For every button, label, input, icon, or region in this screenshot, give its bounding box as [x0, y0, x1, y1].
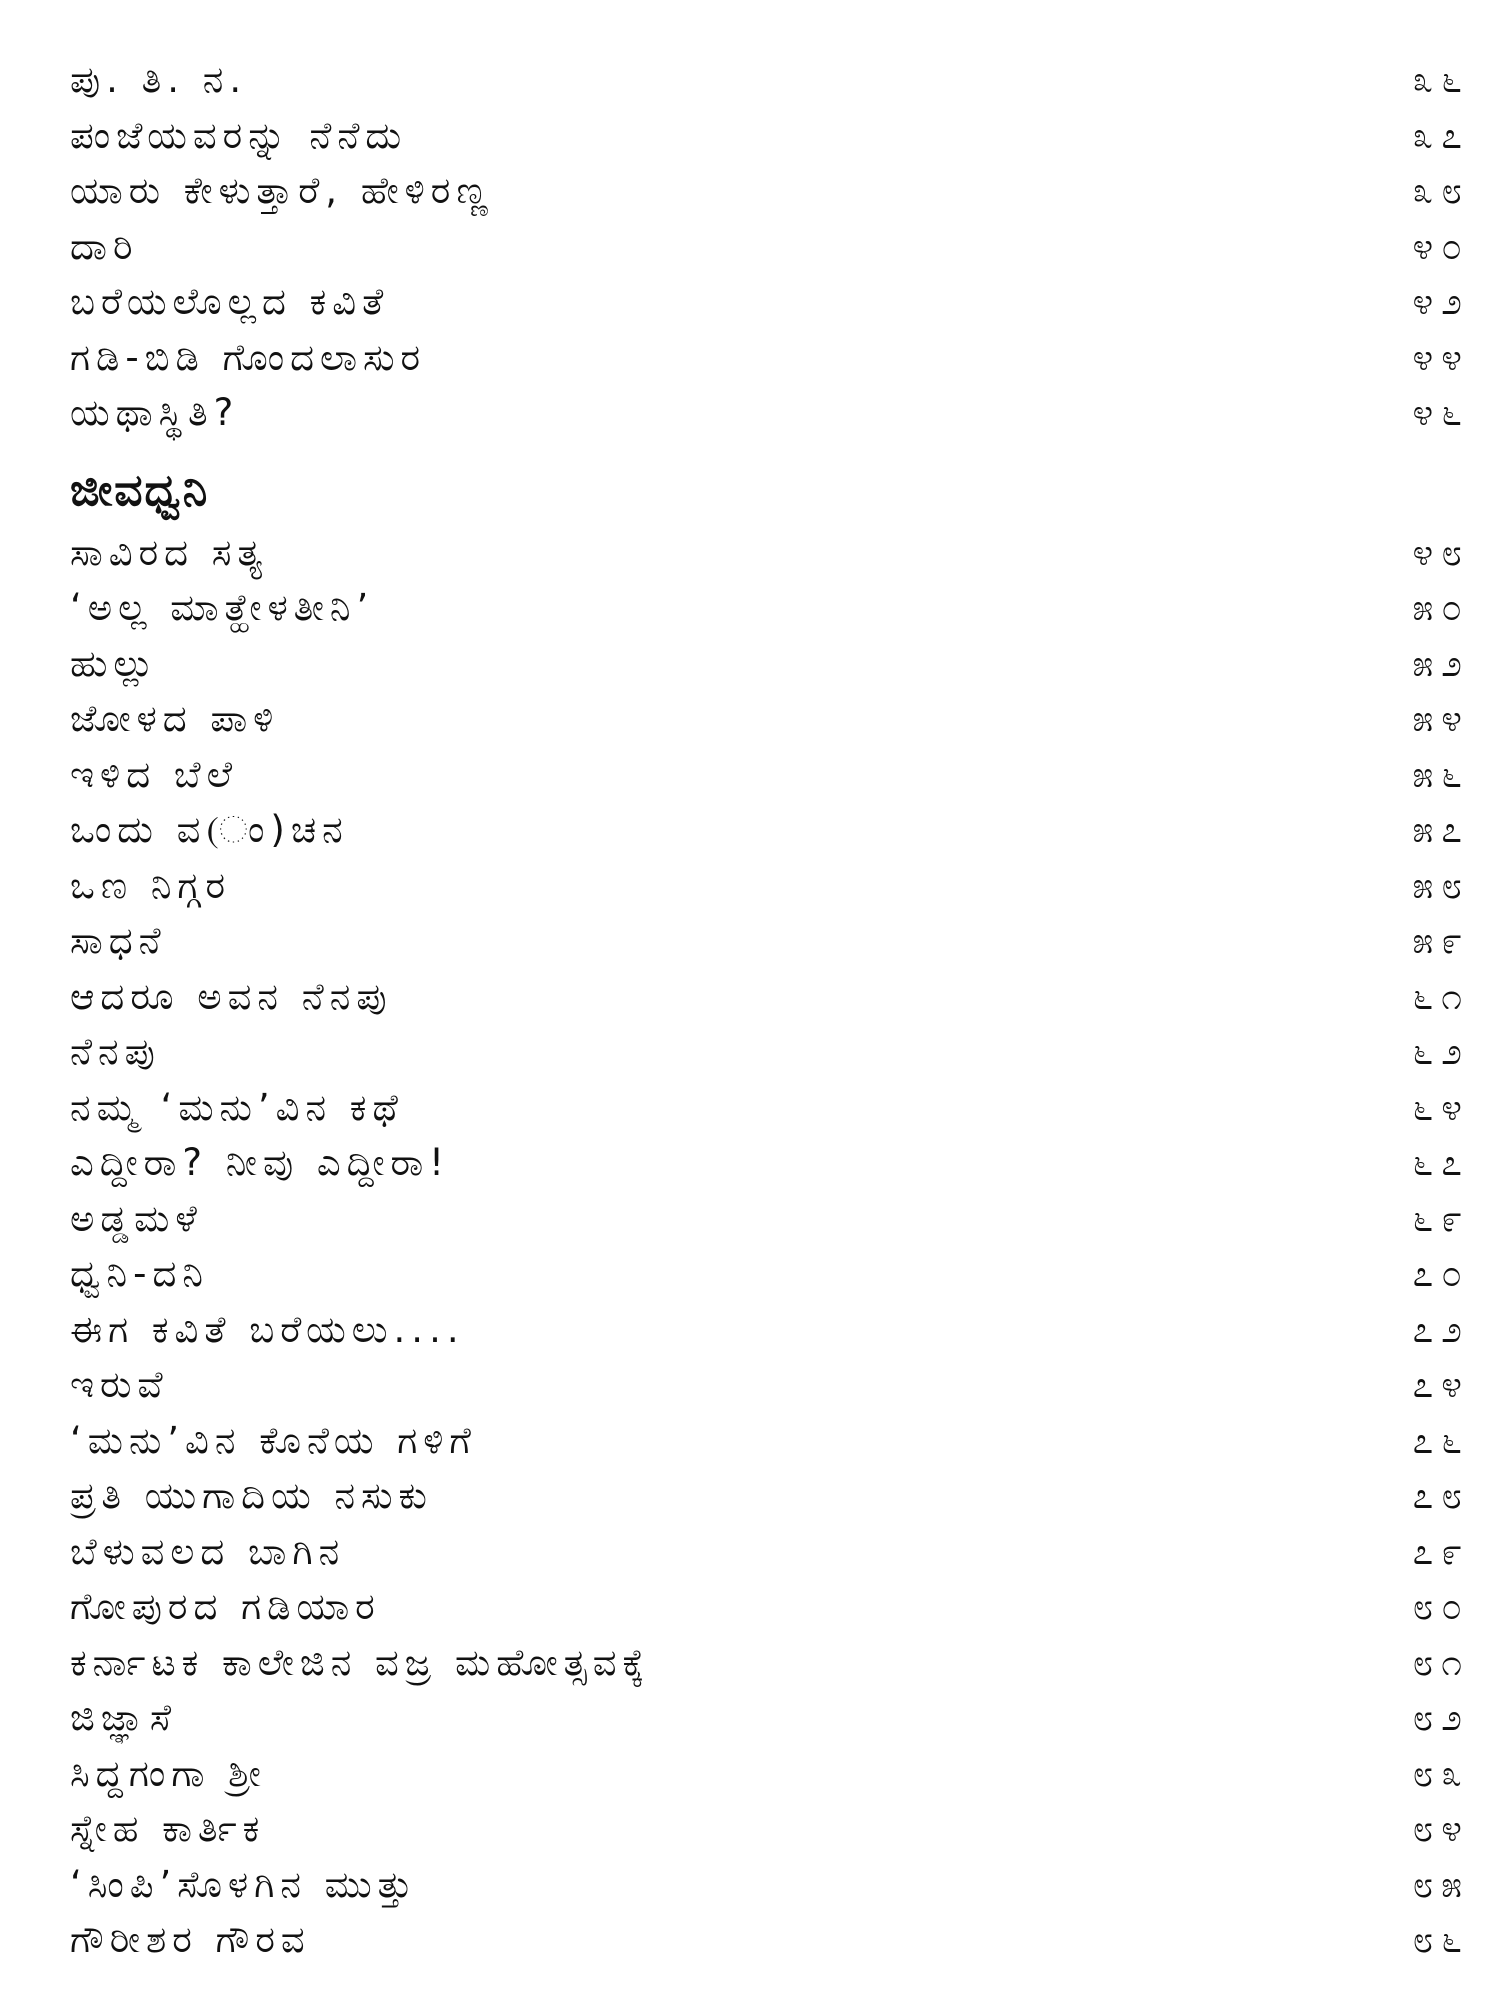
toc-entry	[70, 1246, 1470, 1302]
toc-entry-title: ಇಳಿದ ಬೆಲೆ	[70, 752, 239, 796]
toc-entry-page: ೮೫	[1412, 1862, 1470, 1906]
toc-entry-page: ೪೪	[1412, 335, 1470, 379]
toc-entry-page: ೪೮	[1412, 530, 1470, 574]
toc-entry-title: ನಮ್ಮ ‘ಮನು’ವಿನ ಕಥೆ	[70, 1085, 404, 1129]
toc-entry	[70, 802, 1470, 858]
toc-entry	[70, 1357, 1470, 1413]
toc-entry-title: ಹುಲ್ಲು	[70, 641, 160, 685]
toc-entry	[70, 691, 1470, 747]
toc-entry	[70, 1746, 1470, 1802]
toc-entry-page: ೩೭	[1412, 113, 1470, 157]
toc-entry	[70, 1135, 1470, 1191]
toc-entry	[70, 636, 1470, 692]
toc-entry-title: ಪು. ತಿ. ನ.	[70, 58, 248, 101]
toc-entry	[70, 1302, 1470, 1358]
toc-entry	[70, 1579, 1470, 1635]
toc-entry	[70, 1524, 1470, 1580]
toc-entry-page: ೭೦	[1412, 1252, 1470, 1295]
toc-entry-title: ಇರುವೆ	[70, 1363, 169, 1406]
toc-entry-title: ಒಣ ನಿಗ್ಗರ	[70, 863, 232, 907]
toc-entry-page: ೩೮	[1412, 169, 1470, 212]
toc-entry-title: ಒಂದು ವ(ಂ)ಚನ	[70, 808, 349, 851]
toc-entry	[70, 163, 1470, 219]
toc-entry-title: ‘ಸಿಂಪಿ’ಸೊಳಗಿನ ಮುತ್ತು	[70, 1862, 419, 1906]
toc-entry	[70, 1690, 1470, 1746]
toc-entry	[70, 108, 1470, 164]
toc-entry-title: ಪಂಜೆಯವರನ್ನು ನೆನೆದು	[70, 113, 408, 157]
toc-entry-page: ೫೪	[1412, 697, 1470, 740]
toc-entry-title: ಪ್ರತಿ ಯುಗಾದಿಯ ನಸುಕು	[70, 1474, 433, 1517]
toc-entry-page: ೭೪	[1412, 1363, 1470, 1406]
toc-entry	[70, 969, 1470, 1025]
toc-entry-page: ೪೬	[1412, 391, 1470, 434]
toc-entry	[70, 52, 1470, 108]
toc-entry	[70, 330, 1470, 386]
toc-entry-title: ಸಾಧನೆ	[70, 919, 167, 962]
toc-entry-title: ‘ಮನು’ವಿನ ಕೊನೆಯ ಗಳಿಗೆ	[70, 1418, 477, 1462]
table-of-contents	[70, 52, 1470, 1968]
toc-part-2	[70, 525, 1470, 1968]
toc-entry-page: ೭೮	[1412, 1474, 1470, 1517]
toc-entry	[70, 1191, 1470, 1247]
toc-entry-title: ಯಥಾಸ್ಥಿತಿ?	[70, 391, 240, 434]
toc-entry-page: ೮೬	[1412, 1918, 1470, 1961]
toc-entry-title: ಕರ್ನಾಟಕ ಕಾಲೇಜಿನ ವಜ್ರ ಮಹೋತ್ಸವಕ್ಕೆ	[70, 1640, 651, 1684]
toc-entry-page: ೪೦	[1412, 224, 1470, 268]
toc-entry-title: ಅಡ್ಡಮಳೆ	[70, 1196, 203, 1240]
toc-entry-page: ೩೬	[1412, 58, 1470, 101]
toc-entry-page: ೬೧	[1412, 974, 1470, 1018]
toc-entry-page: ೭೬	[1412, 1418, 1470, 1462]
toc-entry-title: ದಾರಿ	[70, 224, 139, 268]
toc-entry	[70, 747, 1470, 803]
toc-entry-title: ನೆನಪು	[70, 1030, 161, 1073]
toc-entry-page: ೮೨	[1412, 1696, 1470, 1739]
toc-entry-page: ೫೬	[1412, 752, 1470, 796]
section-heading: ಜೀವಧ್ವನಿ	[70, 464, 210, 516]
toc-entry	[70, 274, 1470, 330]
toc-entry	[70, 219, 1470, 275]
toc-entry-page: ೫೯	[1412, 919, 1470, 962]
toc-entry-page: ೫೦	[1412, 586, 1470, 629]
toc-entry-page: ೭೨	[1412, 1307, 1470, 1351]
toc-entry-title: ಬರೆಯಲೊಲ್ಲದ ಕವಿತೆ	[70, 280, 390, 323]
toc-entry-title: ಸಿದ್ದಗಂಗಾ ಶ್ರೀ	[70, 1751, 267, 1795]
toc-entry	[70, 580, 1470, 636]
toc-entry-title: ‘ಅಲ್ಲ ಮಾತ್ಹೇಳತೀನಿ’	[70, 586, 375, 629]
toc-entry-page: ೫೨	[1412, 641, 1470, 685]
toc-entry-title: ಎದ್ದೀರಾ? ನೀವು ಎದ್ದೀರಾ!	[70, 1141, 451, 1184]
toc-entry-page: ೬೯	[1412, 1196, 1470, 1240]
toc-entry-title: ಆದರೂ ಅವನ ನೆನಪು	[70, 974, 393, 1018]
toc-entry	[70, 858, 1470, 914]
toc-entry-title: ಬೆಳುವಲದ ಬಾಗಿನ	[70, 1529, 346, 1573]
toc-entry-title: ಸ್ನೇಹ ಕಾರ್ತಿಕ	[70, 1807, 266, 1850]
toc-entry-page: ೮೩	[1412, 1751, 1470, 1795]
toc-entry	[70, 1413, 1470, 1469]
toc-entry	[70, 385, 1470, 441]
toc-entry-title: ಸಾವಿರದ ಸತ್ಯ	[70, 530, 269, 574]
toc-entry-title: ಈಗ ಕವಿತೆ ಬರೆಯಲು....	[70, 1307, 465, 1351]
toc-entry	[70, 1635, 1470, 1691]
toc-entry	[70, 1468, 1470, 1524]
toc-entry-title: ಯಾರು ಕೇಳುತ್ತಾರೆ, ಹೇಳಿರಣ್ಣ	[70, 169, 494, 212]
toc-entry-title: ಧ್ವನಿ-ದನಿ	[70, 1252, 209, 1295]
toc-entry	[70, 1912, 1470, 1968]
toc-entry	[70, 1801, 1470, 1857]
toc-entry-page: ೮೧	[1412, 1640, 1470, 1684]
toc-entry-page: ೮೪	[1412, 1807, 1470, 1850]
toc-entry	[70, 913, 1470, 969]
toc-entry-title: ಗೋಪುರದ ಗಡಿಯಾರ	[70, 1585, 381, 1628]
toc-entry-title: ಜಿಜ್ಞಾಸೆ	[70, 1696, 178, 1739]
toc-entry	[70, 1024, 1470, 1080]
toc-entry	[70, 525, 1470, 581]
toc-part-1	[70, 52, 1470, 441]
toc-entry-page: ೫೮	[1412, 863, 1470, 907]
toc-entry-page: ೭೯	[1412, 1529, 1470, 1573]
toc-entry-page: ೫೭	[1412, 808, 1470, 851]
toc-entry-page: ೬೭	[1412, 1141, 1470, 1184]
toc-entry-title: ಗಡಿ-ಬಿಡಿ ಗೊಂದಲಾಸುರ	[70, 335, 427, 379]
toc-entry-page: ೬೨	[1412, 1030, 1470, 1073]
toc-entry	[70, 1080, 1470, 1136]
toc-entry-page: ೮೦	[1412, 1585, 1470, 1628]
toc-entry-page: ೪೨	[1412, 280, 1470, 323]
toc-entry-title: ಗೌರೀಶರ ಗೌರವ	[70, 1918, 311, 1961]
toc-entry-page: ೬೪	[1412, 1085, 1470, 1129]
toc-entry-title: ಜೋಳದ ಪಾಳಿ	[70, 697, 280, 740]
toc-entry	[70, 1857, 1470, 1913]
